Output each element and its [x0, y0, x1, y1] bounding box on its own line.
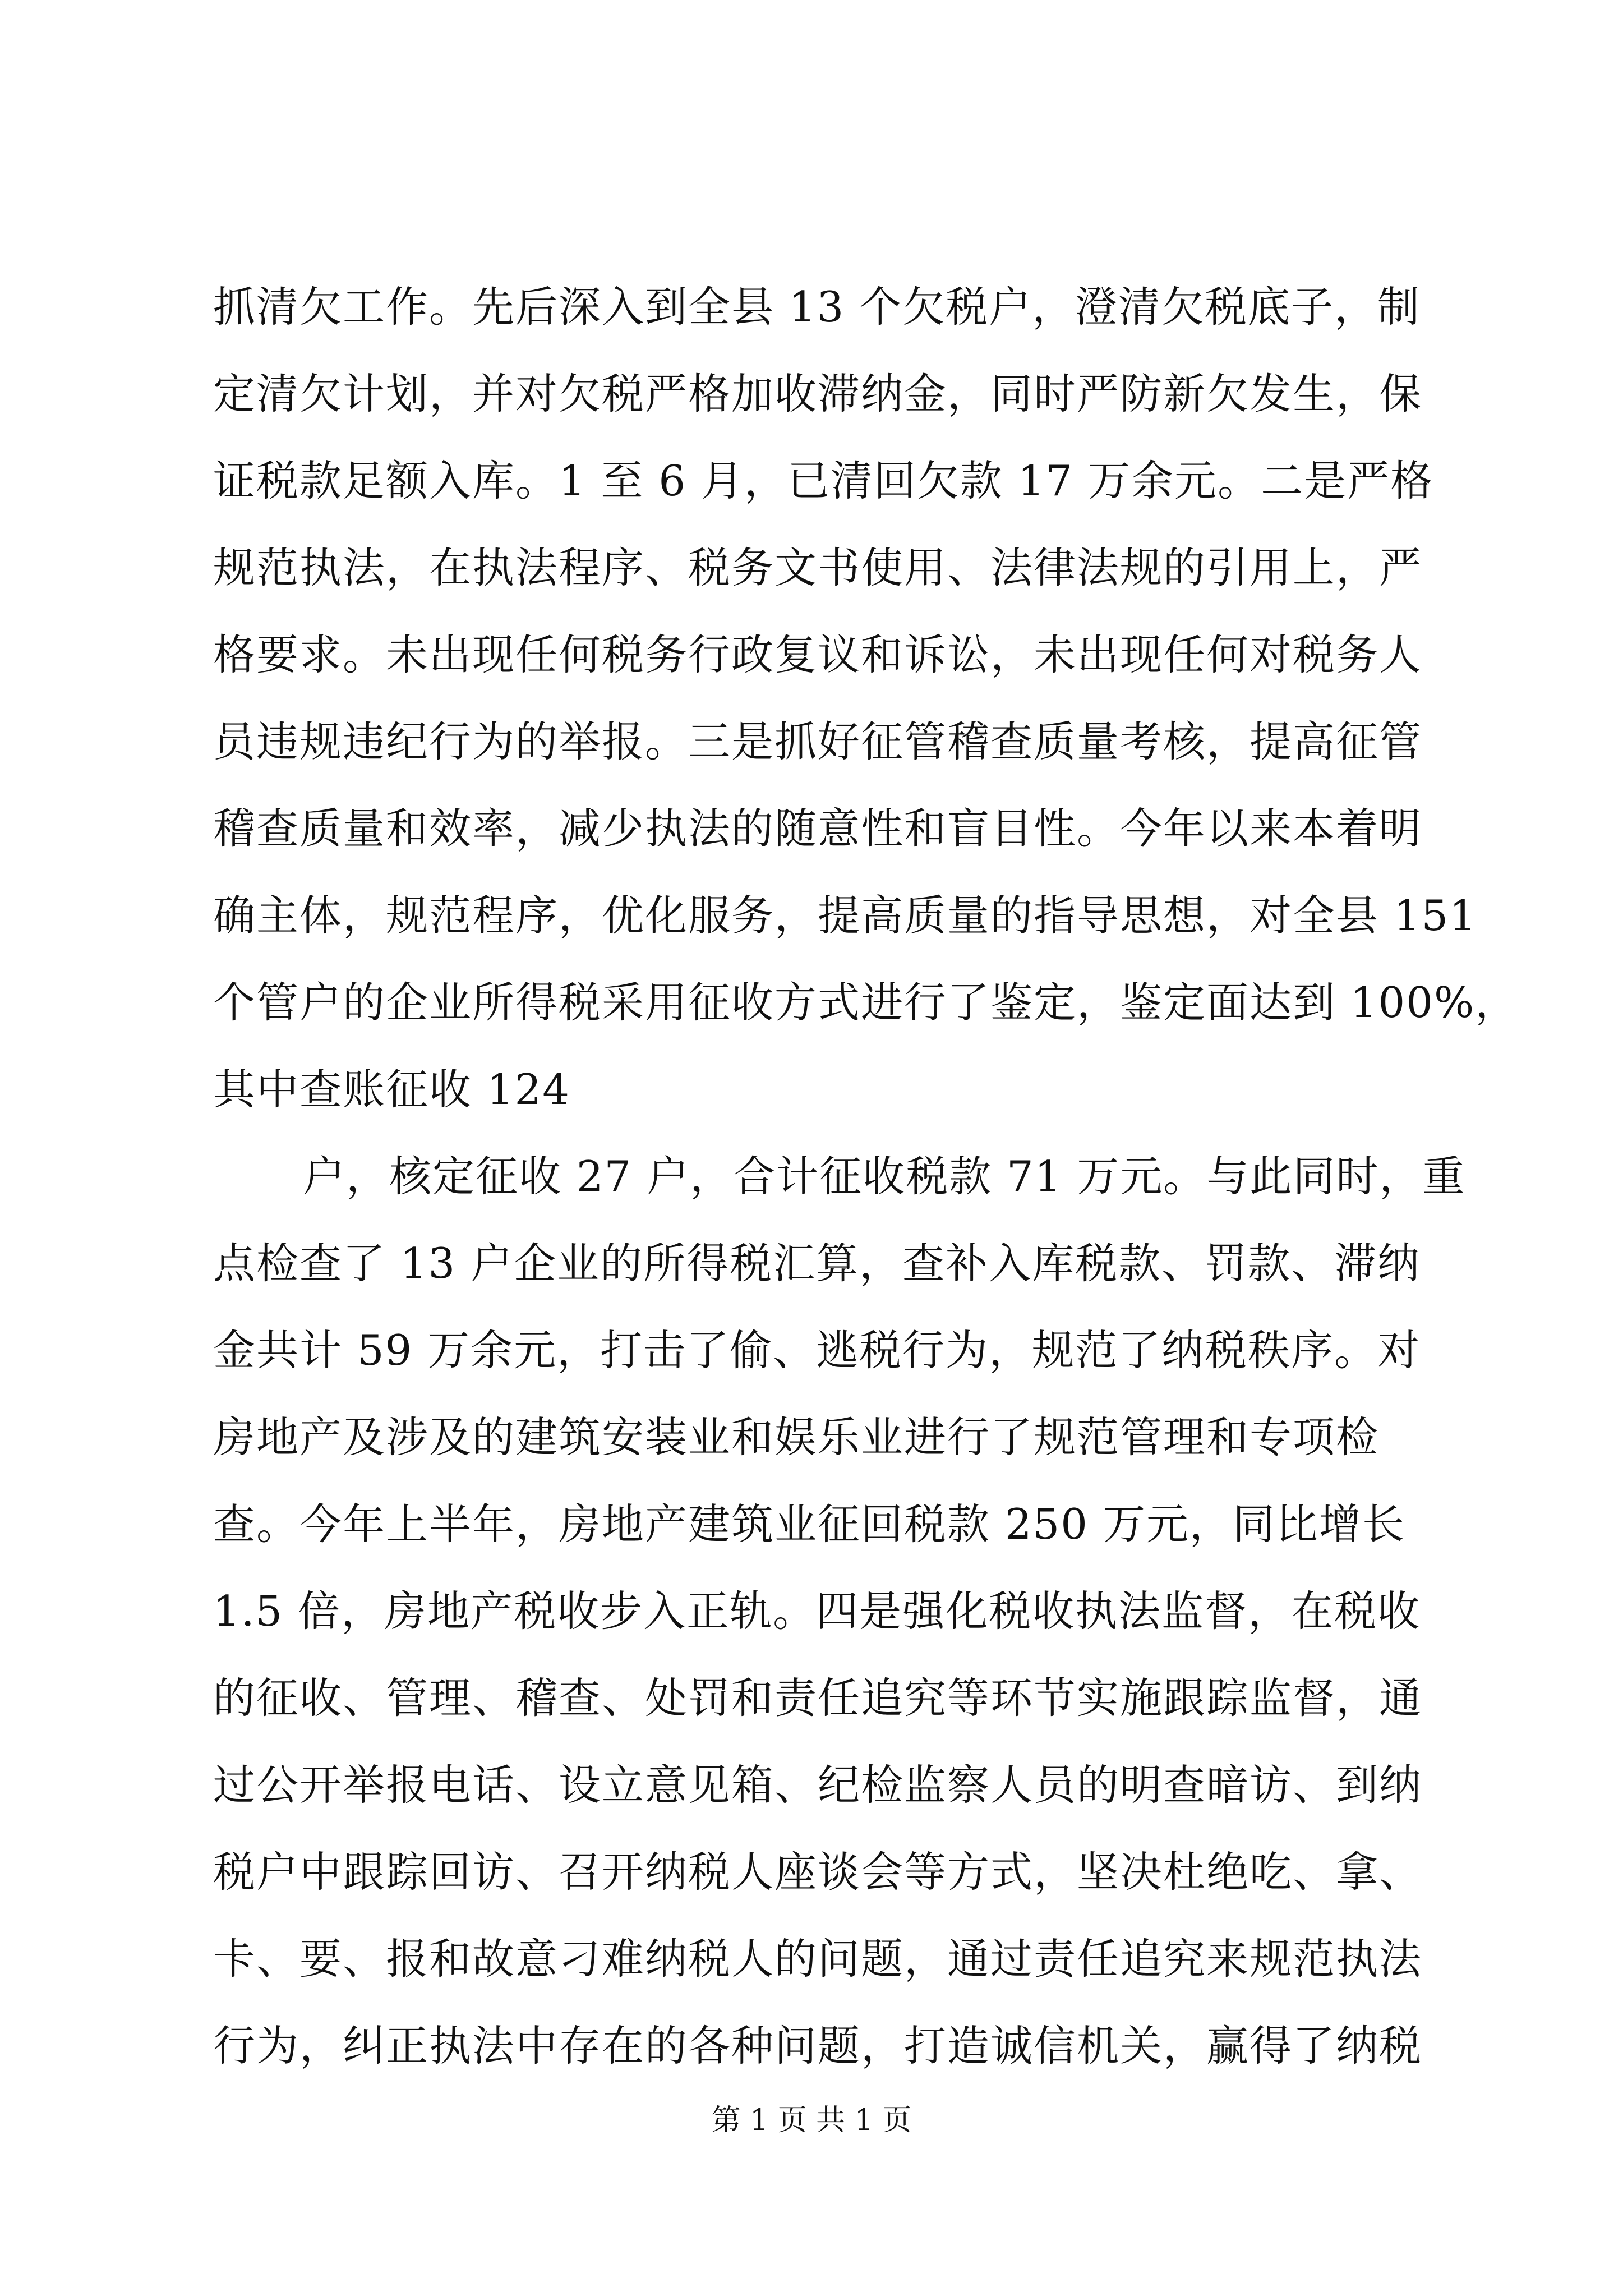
text-line: 格要求。未出现任何税务行政复议和诉讼，未出现任何对税务人: [213, 630, 1423, 679]
text-line: 规范执法，在执法程序、税务文书使用、法律法规的引用上，严: [213, 543, 1423, 592]
paragraph-start-line: 户，核定征收 27 户，合计征收税款 71 万元。与此同时，重: [303, 1152, 1466, 1201]
text-line: 1.5 倍，房地产税收步入正轨。四是强化税收执法监督，在税收: [213, 1586, 1421, 1636]
text-line: 员违规违纪行为的举报。三是抓好征管稽查质量考核，提高征管: [213, 717, 1423, 766]
text-line: 证税款足额入库。1 至 6 月，已清回欠款 17 万余元。二是严格: [213, 456, 1434, 505]
text-line: 金共计 59 万余元，打击了偷、逃税行为，规范了纳税秩序。对: [213, 1326, 1421, 1375]
text-line: 过公开举报电话、设立意见箱、纪检监察人员的明查暗访、到纳: [213, 1760, 1423, 1810]
text-line: 稽查质量和效率，减少执法的随意性和盲目性。今年以来本着明: [213, 804, 1423, 853]
text-line: 其中查账征收 124: [213, 1065, 570, 1114]
text-line: 税户中跟踪回访、召开纳税人座谈会等方式，坚决杜绝吃、拿、: [213, 1847, 1423, 1897]
text-line: 的征收、管理、稽查、处罚和责任追究等环节实施跟踪监督，通: [213, 1673, 1423, 1723]
text-line: 确主体，规范程序，优化服务，提高质量的指导思想，对全县 151: [213, 891, 1477, 940]
text-line: 房地产及涉及的建筑安装业和娱乐业进行了规范管理和专项检: [213, 1412, 1380, 1462]
text-line: 定清欠计划，并对欠税严格加收滞纳金，同时严防新欠发生，保: [213, 369, 1423, 418]
text-line: 查。今年上半年，房地产建筑业征回税款 250 万元，同比增长: [213, 1499, 1405, 1549]
text-line: 行为，纠正执法中存在的各种问题，打造诚信机关，赢得了纳税: [213, 2021, 1423, 2070]
text-line: 抓清欠工作。先后深入到全县 13 个欠税户，澄清欠税底子，制: [213, 282, 1421, 332]
text-line: 点检查了 13 户企业的所得税汇算，查补入库税款、罚款、滞纳: [213, 1239, 1421, 1288]
text-line: 个管户的企业所得税采用征收方式进行了鉴定，鉴定面达到 100%，: [213, 978, 1519, 1027]
text-line: 卡、要、报和故意刁难纳税人的问题，通过责任追究来规范执法: [213, 1934, 1423, 1984]
page-number-label: 第 1 页 共 1 页: [711, 2104, 912, 2137]
page-footer: [0, 2101, 1623, 2140]
body-text: [213, 264, 1519, 2090]
